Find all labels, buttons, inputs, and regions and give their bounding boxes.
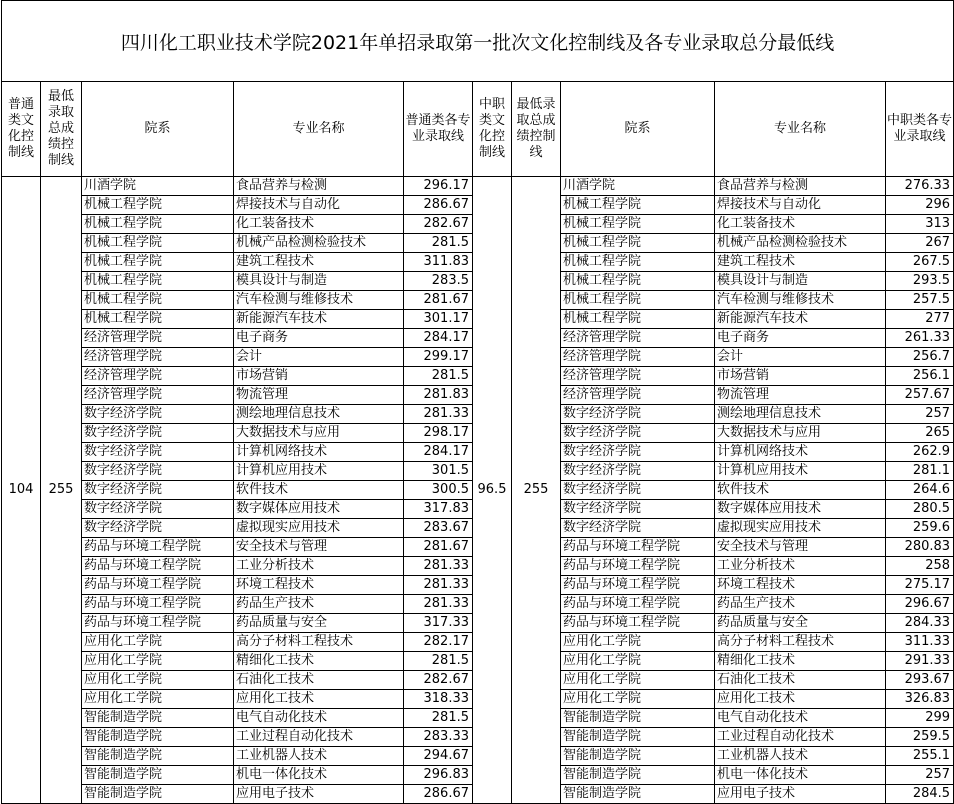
right-major-cell: 计算机应用技术 <box>715 462 886 481</box>
right-score-cell: 257.67 <box>886 386 954 405</box>
right-major-cell: 机电一体化技术 <box>715 766 886 785</box>
left-score-cell: 281.67 <box>404 291 473 310</box>
left-score-cell: 286.67 <box>404 196 473 215</box>
right-college-cell: 机械工程学院 <box>561 215 715 234</box>
right-college-cell: 机械工程学院 <box>561 234 715 253</box>
right-major-cell: 药品质量与安全 <box>715 614 886 633</box>
left-major-cell: 应用化工技术 <box>234 690 404 709</box>
right-major-cell: 安全技术与管理 <box>715 538 886 557</box>
right-score-cell: 277 <box>886 310 954 329</box>
right-score-cell: 261.33 <box>886 329 954 348</box>
left-major-cell: 应用电子技术 <box>234 785 404 804</box>
left-college-cell: 应用化工学院 <box>82 690 234 709</box>
right-college-cell: 药品与环境工程学院 <box>561 538 715 557</box>
right-major-cell: 建筑工程技术 <box>715 253 886 272</box>
left-college-cell: 经济管理学院 <box>82 348 234 367</box>
right-score-cell: 267 <box>886 234 954 253</box>
left-score-cell: 283.5 <box>404 272 473 291</box>
right-score-cell: 264.6 <box>886 481 954 500</box>
left-college-cell: 数字经济学院 <box>82 443 234 462</box>
right-score-cell: 280.83 <box>886 538 954 557</box>
header-left-min-total: 最低录取总成绩控制线 <box>41 82 82 177</box>
right-college-cell: 经济管理学院 <box>561 386 715 405</box>
left-score-cell: 294.67 <box>404 747 473 766</box>
left-major-cell: 工业过程自动化技术 <box>234 728 404 747</box>
right-college-cell: 应用化工学院 <box>561 652 715 671</box>
left-major-cell: 建筑工程技术 <box>234 253 404 272</box>
right-major-cell: 高分子材料工程技术 <box>715 633 886 652</box>
header-zhongzhi-score: 中职类各专业录取线 <box>886 82 954 177</box>
right-major-cell: 石油化工技术 <box>715 671 886 690</box>
right-score-cell: 262.9 <box>886 443 954 462</box>
admission-score-table <box>1 0 954 804</box>
left-score-cell: 284.17 <box>404 329 473 348</box>
right-score-cell: 275.17 <box>886 576 954 595</box>
left-college-cell: 数字经济学院 <box>82 500 234 519</box>
left-college-cell: 智能制造学院 <box>82 766 234 785</box>
right-college-cell: 智能制造学院 <box>561 728 715 747</box>
right-major-cell: 电子商务 <box>715 329 886 348</box>
left-major-cell: 食品营养与检测 <box>234 177 404 196</box>
left-major-cell: 高分子材料工程技术 <box>234 633 404 652</box>
left-college-cell: 应用化工学院 <box>82 633 234 652</box>
right-score-cell: 259.6 <box>886 519 954 538</box>
left-score-cell: 301.5 <box>404 462 473 481</box>
left-major-cell: 计算机网络技术 <box>234 443 404 462</box>
left-score-cell: 282.17 <box>404 633 473 652</box>
left-college-cell: 药品与环境工程学院 <box>82 538 234 557</box>
left-major-cell: 机械产品检测检验技术 <box>234 234 404 253</box>
right-major-cell: 环境工程技术 <box>715 576 886 595</box>
left-major-cell: 计算机应用技术 <box>234 462 404 481</box>
left-college-cell: 机械工程学院 <box>82 310 234 329</box>
right-score-cell: 276.33 <box>886 177 954 196</box>
left-major-cell: 会计 <box>234 348 404 367</box>
right-score-cell: 258 <box>886 557 954 576</box>
right-college-cell: 机械工程学院 <box>561 196 715 215</box>
header-left-college: 院系 <box>82 82 234 177</box>
left-college-cell: 机械工程学院 <box>82 234 234 253</box>
left-score-cell: 281.33 <box>404 405 473 424</box>
left-score-cell: 296.83 <box>404 766 473 785</box>
left-major-cell: 电子商务 <box>234 329 404 348</box>
right-score-cell: 281.1 <box>886 462 954 481</box>
left-college-cell: 智能制造学院 <box>82 785 234 804</box>
left-college-cell: 药品与环境工程学院 <box>82 557 234 576</box>
left-major-cell: 汽车检测与维修技术 <box>234 291 404 310</box>
left-major-cell: 虚拟现实应用技术 <box>234 519 404 538</box>
right-major-cell: 数字媒体应用技术 <box>715 500 886 519</box>
header-right-major: 专业名称 <box>715 82 886 177</box>
right-major-cell: 焊接技术与自动化 <box>715 196 886 215</box>
left-score-cell: 281.5 <box>404 652 473 671</box>
header-right-min-total: 最低录取总成绩控制线 <box>512 82 561 177</box>
right-min-total-value: 255 <box>512 177 561 804</box>
left-major-cell: 软件技术 <box>234 481 404 500</box>
right-college-cell: 机械工程学院 <box>561 272 715 291</box>
left-major-cell: 药品生产技术 <box>234 595 404 614</box>
right-major-cell: 应用化工技术 <box>715 690 886 709</box>
left-score-cell: 281.5 <box>404 367 473 386</box>
right-score-cell: 296 <box>886 196 954 215</box>
left-score-cell: 281.5 <box>404 709 473 728</box>
right-college-cell: 经济管理学院 <box>561 367 715 386</box>
header-putong-score: 普通类各专业录取线 <box>404 82 473 177</box>
right-score-cell: 291.33 <box>886 652 954 671</box>
right-score-cell: 265 <box>886 424 954 443</box>
left-college-cell: 机械工程学院 <box>82 196 234 215</box>
right-college-cell: 药品与环境工程学院 <box>561 576 715 595</box>
left-major-cell: 物流管理 <box>234 386 404 405</box>
right-major-cell: 会计 <box>715 348 886 367</box>
left-college-cell: 经济管理学院 <box>82 329 234 348</box>
table-body <box>2 177 954 804</box>
left-score-cell: 283.33 <box>404 728 473 747</box>
header-putong-control: 普通类文化控制线 <box>2 82 41 177</box>
zhongzhi-control-value: 96.5 <box>473 177 512 804</box>
right-major-cell: 化工装备技术 <box>715 215 886 234</box>
right-score-cell: 293.67 <box>886 671 954 690</box>
left-college-cell: 机械工程学院 <box>82 215 234 234</box>
left-major-cell: 环境工程技术 <box>234 576 404 595</box>
right-college-cell: 应用化工学院 <box>561 633 715 652</box>
left-score-cell: 299.17 <box>404 348 473 367</box>
left-major-cell: 模具设计与制造 <box>234 272 404 291</box>
right-college-cell: 数字经济学院 <box>561 519 715 538</box>
left-college-cell: 机械工程学院 <box>82 291 234 310</box>
right-college-cell: 药品与环境工程学院 <box>561 614 715 633</box>
left-college-cell: 数字经济学院 <box>82 405 234 424</box>
right-college-cell: 智能制造学院 <box>561 766 715 785</box>
right-college-cell: 经济管理学院 <box>561 348 715 367</box>
left-college-cell: 智能制造学院 <box>82 728 234 747</box>
left-score-cell: 281.33 <box>404 595 473 614</box>
left-college-cell: 应用化工学院 <box>82 652 234 671</box>
right-college-cell: 药品与环境工程学院 <box>561 557 715 576</box>
right-college-cell: 川酒学院 <box>561 177 715 196</box>
table-row <box>2 177 954 196</box>
right-major-cell: 汽车检测与维修技术 <box>715 291 886 310</box>
right-score-cell: 284.33 <box>886 614 954 633</box>
right-score-cell: 257.5 <box>886 291 954 310</box>
putong-control-value: 104 <box>2 177 41 804</box>
left-min-total-value: 255 <box>41 177 82 804</box>
left-score-cell: 281.67 <box>404 538 473 557</box>
right-major-cell: 应用电子技术 <box>715 785 886 804</box>
right-college-cell: 药品与环境工程学院 <box>561 595 715 614</box>
left-score-cell: 317.33 <box>404 614 473 633</box>
left-score-cell: 301.17 <box>404 310 473 329</box>
header-zhongzhi-control: 中职类文化控制线 <box>473 82 512 177</box>
right-score-cell: 311.33 <box>886 633 954 652</box>
right-score-cell: 284.5 <box>886 785 954 804</box>
left-score-cell: 300.5 <box>404 481 473 500</box>
right-major-cell: 工业过程自动化技术 <box>715 728 886 747</box>
right-college-cell: 智能制造学院 <box>561 785 715 804</box>
right-major-cell: 食品营养与检测 <box>715 177 886 196</box>
right-college-cell: 数字经济学院 <box>561 500 715 519</box>
right-score-cell: 326.83 <box>886 690 954 709</box>
left-college-cell: 应用化工学院 <box>82 671 234 690</box>
right-score-cell: 256.1 <box>886 367 954 386</box>
page-title: 四川化工职业技术学院2021年单招录取第一批次文化控制线及各专业录取总分最低线 <box>2 1 954 82</box>
left-major-cell: 测绘地理信息技术 <box>234 405 404 424</box>
left-score-cell: 317.83 <box>404 500 473 519</box>
right-major-cell: 市场营销 <box>715 367 886 386</box>
right-score-cell: 257 <box>886 766 954 785</box>
left-college-cell: 机械工程学院 <box>82 253 234 272</box>
right-score-cell: 256.7 <box>886 348 954 367</box>
right-college-cell: 数字经济学院 <box>561 481 715 500</box>
right-college-cell: 数字经济学院 <box>561 424 715 443</box>
left-major-cell: 数字媒体应用技术 <box>234 500 404 519</box>
right-college-cell: 数字经济学院 <box>561 443 715 462</box>
right-score-cell: 293.5 <box>886 272 954 291</box>
right-major-cell: 机械产品检测检验技术 <box>715 234 886 253</box>
left-score-cell: 318.33 <box>404 690 473 709</box>
right-college-cell: 数字经济学院 <box>561 405 715 424</box>
left-major-cell: 精细化工技术 <box>234 652 404 671</box>
right-score-cell: 257 <box>886 405 954 424</box>
right-college-cell: 机械工程学院 <box>561 253 715 272</box>
left-score-cell: 298.17 <box>404 424 473 443</box>
right-score-cell: 296.67 <box>886 595 954 614</box>
left-college-cell: 药品与环境工程学院 <box>82 576 234 595</box>
left-major-cell: 新能源汽车技术 <box>234 310 404 329</box>
left-major-cell: 药品质量与安全 <box>234 614 404 633</box>
left-score-cell: 281.5 <box>404 234 473 253</box>
left-major-cell: 化工装备技术 <box>234 215 404 234</box>
left-major-cell: 电气自动化技术 <box>234 709 404 728</box>
right-major-cell: 工业分析技术 <box>715 557 886 576</box>
left-college-cell: 数字经济学院 <box>82 462 234 481</box>
right-major-cell: 工业机器人技术 <box>715 747 886 766</box>
left-major-cell: 机电一体化技术 <box>234 766 404 785</box>
right-college-cell: 应用化工学院 <box>561 690 715 709</box>
right-score-cell: 313 <box>886 215 954 234</box>
right-score-cell: 280.5 <box>886 500 954 519</box>
left-major-cell: 大数据技术与应用 <box>234 424 404 443</box>
left-major-cell: 焊接技术与自动化 <box>234 196 404 215</box>
right-college-cell: 智能制造学院 <box>561 747 715 766</box>
right-college-cell: 应用化工学院 <box>561 671 715 690</box>
right-major-cell: 新能源汽车技术 <box>715 310 886 329</box>
right-score-cell: 259.5 <box>886 728 954 747</box>
right-major-cell: 计算机网络技术 <box>715 443 886 462</box>
left-college-cell: 智能制造学院 <box>82 709 234 728</box>
left-major-cell: 安全技术与管理 <box>234 538 404 557</box>
right-major-cell: 虚拟现实应用技术 <box>715 519 886 538</box>
left-major-cell: 市场营销 <box>234 367 404 386</box>
right-major-cell: 物流管理 <box>715 386 886 405</box>
left-score-cell: 281.33 <box>404 576 473 595</box>
left-college-cell: 经济管理学院 <box>82 367 234 386</box>
right-college-cell: 数字经济学院 <box>561 462 715 481</box>
left-score-cell: 284.17 <box>404 443 473 462</box>
left-score-cell: 283.67 <box>404 519 473 538</box>
header-right-college: 院系 <box>561 82 715 177</box>
right-major-cell: 软件技术 <box>715 481 886 500</box>
right-major-cell: 精细化工技术 <box>715 652 886 671</box>
left-major-cell: 石油化工技术 <box>234 671 404 690</box>
left-college-cell: 川酒学院 <box>82 177 234 196</box>
left-college-cell: 智能制造学院 <box>82 747 234 766</box>
left-college-cell: 数字经济学院 <box>82 519 234 538</box>
left-college-cell: 药品与环境工程学院 <box>82 595 234 614</box>
left-college-cell: 经济管理学院 <box>82 386 234 405</box>
right-major-cell: 药品生产技术 <box>715 595 886 614</box>
left-score-cell: 281.83 <box>404 386 473 405</box>
left-college-cell: 数字经济学院 <box>82 481 234 500</box>
header-left-major: 专业名称 <box>234 82 404 177</box>
left-college-cell: 数字经济学院 <box>82 424 234 443</box>
left-major-cell: 工业分析技术 <box>234 557 404 576</box>
right-college-cell: 机械工程学院 <box>561 310 715 329</box>
left-score-cell: 296.17 <box>404 177 473 196</box>
left-score-cell: 282.67 <box>404 671 473 690</box>
right-score-cell: 299 <box>886 709 954 728</box>
left-major-cell: 工业机器人技术 <box>234 747 404 766</box>
left-college-cell: 药品与环境工程学院 <box>82 614 234 633</box>
right-college-cell: 机械工程学院 <box>561 291 715 310</box>
left-college-cell: 机械工程学院 <box>82 272 234 291</box>
right-major-cell: 电气自动化技术 <box>715 709 886 728</box>
right-college-cell: 经济管理学院 <box>561 329 715 348</box>
left-score-cell: 281.33 <box>404 557 473 576</box>
left-score-cell: 311.83 <box>404 253 473 272</box>
right-major-cell: 测绘地理信息技术 <box>715 405 886 424</box>
left-score-cell: 282.67 <box>404 215 473 234</box>
right-major-cell: 大数据技术与应用 <box>715 424 886 443</box>
right-score-cell: 267.5 <box>886 253 954 272</box>
right-major-cell: 模具设计与制造 <box>715 272 886 291</box>
right-score-cell: 255.1 <box>886 747 954 766</box>
right-college-cell: 智能制造学院 <box>561 709 715 728</box>
left-score-cell: 286.67 <box>404 785 473 804</box>
